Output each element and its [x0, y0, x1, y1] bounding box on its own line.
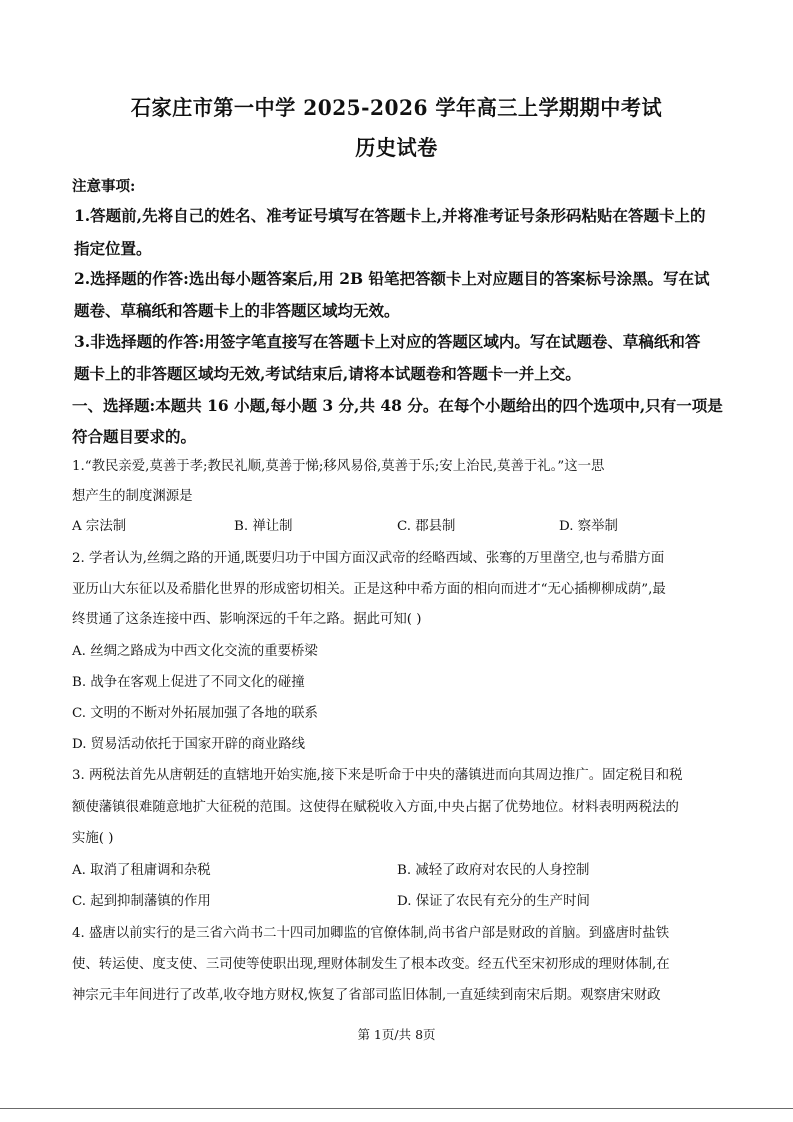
- question-1-option-d[interactable]: D. 察举制: [559, 519, 618, 534]
- notice-item-1-line-1: 1.答题前,先将自己的姓名、准考证号填写在答题卡上,并将准考证号条形码粘贴在答题卡上的: [74, 206, 706, 225]
- question-1-option-c[interactable]: C. 郡县制: [397, 519, 456, 534]
- question-1-line-1: 1.“教民亲爱,莫善于孝;教民礼顺,莫善于悌;移风易俗,莫善于乐;安上治民,莫善于礼。”这一思: [72, 459, 605, 474]
- exam-title: 石家庄市第一中学 2025-2026 学年高三上学期期中考试: [130, 95, 663, 120]
- question-2-option-c[interactable]: C. 文明的不断对外拓展加强了各地的联系: [72, 706, 318, 721]
- question-3-line-3: 实施( ): [72, 831, 114, 846]
- question-2-option-a[interactable]: A. 丝绸之路成为中西文化交流的重要桥梁: [72, 644, 318, 659]
- notice-item-3-line-2: 题卡上的非答题区域均无效,考试结束后,请将本试题卷和答题卡一并上交。: [74, 364, 581, 383]
- question-4-line-3: 神宗元丰年间进行了改革,收夺地方财权,恢复了省部司监旧体制,一直延续到南宋后期。观察唐宋财政: [72, 988, 661, 1003]
- page-footer: 第 1页/共 8页: [357, 1027, 436, 1042]
- notice-item-3-line-1: 3.非选择题的作答:用签字笔直接写在答题卡上对应的答题区域内。写在试题卷、草稿纸和答: [74, 332, 701, 351]
- page-bottom-divider: [0, 1108, 793, 1109]
- question-2-option-d[interactable]: D. 贸易活动依托于国家开辟的商业路线: [72, 737, 306, 752]
- question-3-option-d[interactable]: D. 保证了农民有充分的生产时间: [397, 894, 590, 909]
- question-4-line-2: 使、转运使、度支使、三司使等使职出现,理财体制发生了根本改变。经五代至宋初形成的理财体制,在: [72, 957, 670, 972]
- question-1-option-b[interactable]: B. 禅让制: [234, 519, 293, 534]
- question-2-option-b[interactable]: B. 战争在客观上促进了不同文化的碰撞: [72, 675, 305, 690]
- exam-subtitle: 历史试卷: [355, 135, 438, 160]
- notice-heading: 注意事项:: [72, 178, 136, 195]
- question-3-line-1: 3. 两税法首先从唐朝廷的直辖地开始实施,接下来是听命于中央的藩镇进而向其周边推广。固定税目和税: [72, 768, 683, 783]
- question-1-line-2: 想产生的制度渊源是: [72, 489, 193, 504]
- question-2-line-2: 亚历山大东征以及希腊化世界的形成密切相关。正是这种中希方面的相向而进才“无心插柳柳成荫”,最: [72, 582, 666, 597]
- question-3-option-b[interactable]: B. 减轻了政府对农民的人身控制: [397, 863, 590, 878]
- question-1-option-a[interactable]: A 宗法制: [72, 519, 127, 534]
- question-2-line-1: 2. 学者认为,丝绸之路的开通,既要归功于中国方面汉武帝的经略西域、张骞的万里凿空,也与希腊方面: [72, 551, 665, 566]
- section-heading-line-2: 符合题目要求的。: [72, 427, 197, 446]
- section-heading-line-1: 一、选择题:本题共 16 小题,每小题 3 分,共 48 分。在每个小题给出的四个选项中,只有一项是: [72, 396, 723, 415]
- question-3-option-c[interactable]: C. 起到抑制藩镇的作用: [72, 894, 211, 909]
- notice-item-2-line-1: 2.选择题的作答:选出每小题答案后,用 2B 铅笔把答额卡上对应题目的答案标号涂黑。写在试: [74, 269, 710, 288]
- question-4-line-1: 4. 盛唐以前实行的是三省六尚书二十四司加卿监的官僚体制,尚书省户部是财政的首脑。到盛唐时盐铁: [72, 926, 670, 941]
- notice-item-2-line-2: 题卷、草稿纸和答题卡上的非答题区域均无效。: [74, 301, 400, 320]
- question-2-line-3: 终贯通了这条连接中西、影响深远的千年之路。据此可知( ): [72, 612, 422, 627]
- notice-item-1-line-2: 指定位置。: [74, 239, 152, 258]
- question-3-option-a[interactable]: A. 取消了租庸调和杂税: [72, 863, 211, 878]
- question-3-line-2: 额使藩镇很难随意地扩大征税的范围。这使得在赋税收入方面,中央占据了优势地位。材料表明两税法的: [72, 800, 679, 815]
